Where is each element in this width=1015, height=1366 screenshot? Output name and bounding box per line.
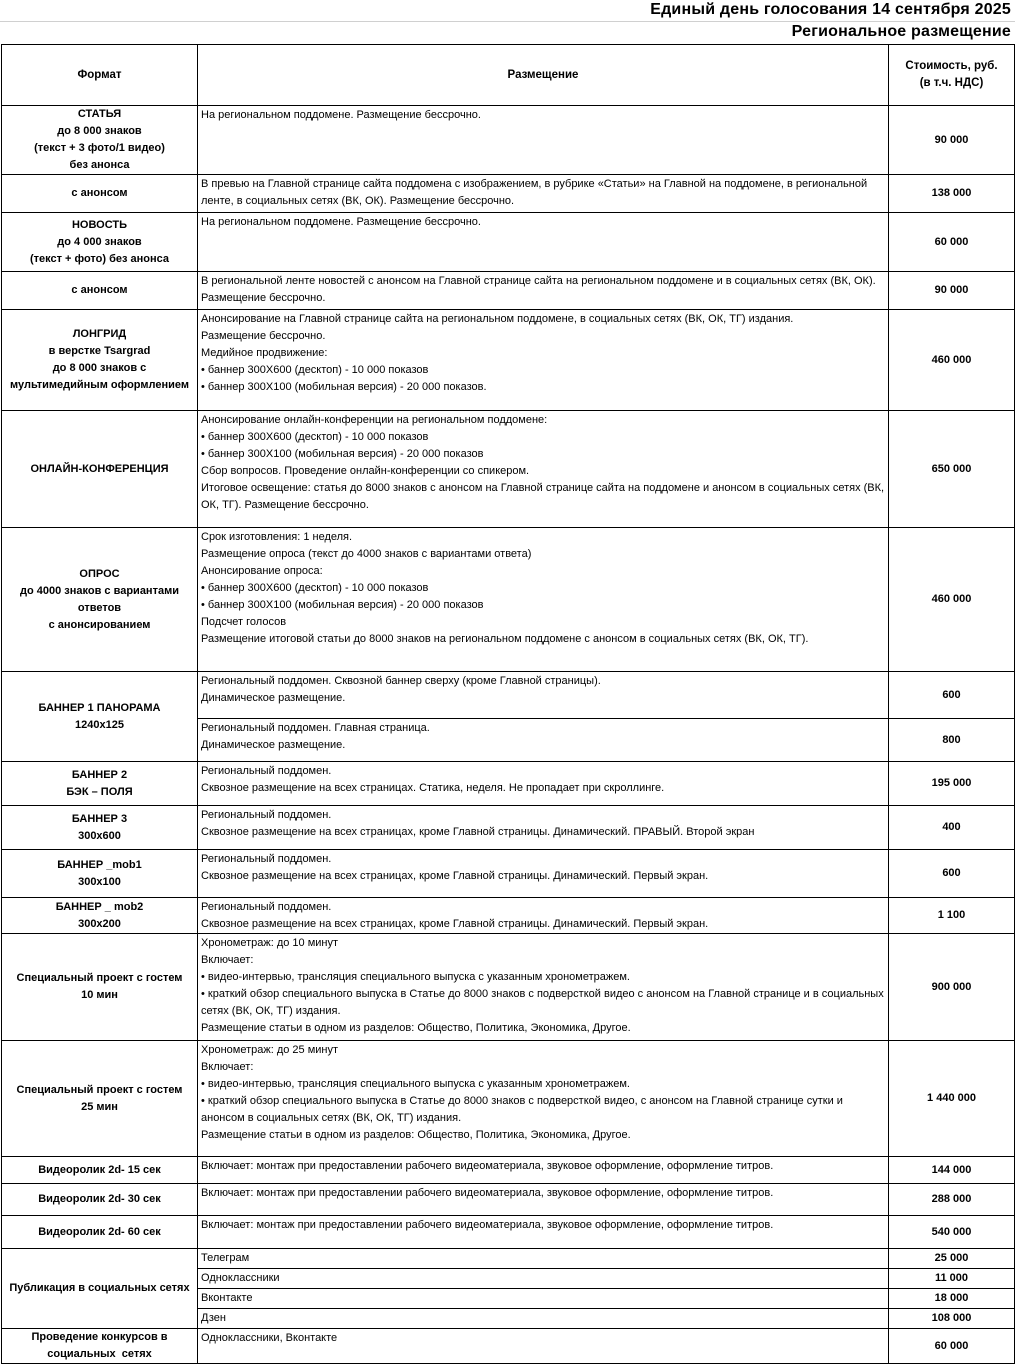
price-cell: 108 000 <box>889 1309 1015 1329</box>
format-cell <box>2 272 198 310</box>
format-line: с анонсом <box>71 284 128 296</box>
placement-line: На региональном поддомене. Размещение бессрочно. <box>201 216 481 228</box>
placement-line: • баннер 300X100 (мобильная версия) - 20 000 показов. <box>201 381 487 393</box>
placement-cell <box>198 528 889 672</box>
placement-cell <box>198 1184 889 1216</box>
format-line: БАННЕР _mob1 <box>57 858 142 871</box>
format-line: Видеоролик 2d- 15 сек <box>38 1163 161 1176</box>
placement-cell <box>198 106 889 175</box>
placement-line: Региональный поддомен. <box>201 853 332 865</box>
table-row <box>2 1184 1015 1216</box>
format-cell <box>2 528 198 672</box>
format-line: НОВОСТЬ <box>71 218 128 231</box>
header-price <box>889 45 1015 106</box>
format-cell <box>2 310 198 411</box>
placement-cell <box>198 1157 889 1184</box>
placement-cell <box>198 1041 889 1157</box>
placement-line: Сквозное размещение на всех страницах, кроме Главной страницы. Динамический. ПРАВЫЙ. Второй экран <box>201 826 755 838</box>
placement-line: Размещение итоговой статьи до 8000 знаков на региональном поддомене с анонсом в социальных сетях (ВК, ОК, ТГ). <box>201 633 809 645</box>
document-subtitle: Региональное размещение <box>791 23 1011 40</box>
placement-line: Региональный поддомен. <box>201 765 332 777</box>
placement-line: • видео-интервью, трансляция специального выпуска с указанным хронометражем. <box>201 971 630 983</box>
format-line: БЭК – ПОЛЯ <box>66 785 133 798</box>
document-subtitle-bar <box>0 22 1015 44</box>
header-format: Формат <box>2 45 198 106</box>
format-cell <box>2 1329 198 1364</box>
format-line: 300x200 <box>78 917 121 930</box>
format-line: 300x600 <box>78 829 121 842</box>
placement-cell <box>198 806 889 850</box>
placement-line: Подсчет голосов <box>201 616 287 628</box>
price-cell: 60 000 <box>889 213 1015 272</box>
placement-line: Анонсирование онлайн-конференции на региональном поддомене: <box>201 414 548 426</box>
format-cell <box>2 411 198 528</box>
format-line: Публикация в социальных сетях <box>9 1282 190 1294</box>
format-line: СТАТЬЯ <box>77 108 122 120</box>
format-line: социальных сетях <box>47 1348 152 1360</box>
format-cell <box>2 934 198 1041</box>
placement-line: Сквозное размещение на всех страницах, кроме Главной страницы. Динамический. Первый экран. <box>201 918 709 930</box>
placement-line: Размещение статьи в одном из разделов: Общество, Политика, Экономика, Другое. <box>201 1129 631 1141</box>
format-line: (текст + 3 фото/1 видео) <box>34 142 165 154</box>
price-cell: 460 000 <box>889 528 1015 672</box>
table-row <box>2 411 1015 528</box>
placement-line: Сквозное размещение на всех страницах, кроме Главной страницы. Динамический. Первый экран. <box>201 870 709 882</box>
format-line: БАННЕР 3 <box>71 812 128 825</box>
placement-cell <box>198 272 889 310</box>
placement-line: В региональной ленте новостей с анонсом на Главной странице сайта на региональном поддомене и в социальных сетях (ВК, ОК). Размещение бессрочно. <box>201 275 879 304</box>
placement-cell <box>198 175 889 213</box>
table-row <box>2 1249 1015 1269</box>
placement-line: Анонсирование на Главной странице сайта на региональном поддомене, в социальных сетях (ВК, ОК, ТГ) издания. <box>201 313 794 325</box>
format-line: БАННЕР 2 <box>71 768 128 781</box>
table-row <box>2 213 1015 272</box>
format-line: БАННЕР _ mob2 <box>55 900 144 913</box>
price-cell: 90 000 <box>889 106 1015 175</box>
placement-cell <box>198 719 889 762</box>
placement-line: • баннер 300X600 (десктоп) - 10 000 показов <box>201 364 429 376</box>
format-line: 25 мин <box>81 1100 118 1113</box>
placement-line: Включает: монтаж при предоставлении рабочего видеоматериала, звуковое оформление, оформление титров. <box>201 1160 774 1172</box>
price-table <box>1 44 1015 1364</box>
placement-line: Итоговое освещение: статья до 8000 знаков с анонсом на Главной странице сайта на поддомене и анонсом в социальных сетях (ВК, ОК, ТГ). Размещение бессрочно. <box>201 482 888 511</box>
placement-line: Вконтакте <box>201 1292 253 1304</box>
placement-cell <box>198 310 889 411</box>
placement-line: • баннер 300X100 (мобильная версия) - 20 000 показов <box>201 448 484 460</box>
placement-cell <box>198 672 889 719</box>
price-cell: 18 000 <box>889 1289 1015 1309</box>
format-line: 10 мин <box>81 989 118 1001</box>
format-line: до 4000 знаков с вариантами <box>20 584 179 597</box>
placement-line: Телеграм <box>201 1252 250 1264</box>
placement-cell <box>198 1249 889 1269</box>
table-row <box>2 762 1015 806</box>
table-row <box>2 528 1015 672</box>
price-cell: 90 000 <box>889 272 1015 310</box>
placement-cell <box>198 1329 889 1364</box>
placement-line: • краткий обзор специального выпуска в Статье до 8000 знаков с подверсткой видео, с анонсом на Главной странице сутки и анонсом в социальных сетях (ВК, ОК, ТГ) издания. <box>201 1095 846 1124</box>
placement-cell <box>198 898 889 934</box>
placement-line: В превью на Главной странице сайта поддомена с изображением, в рубрике «Статьи» на Главной на поддомене, в региональной ленте, в социальных сетях (ВК, ОК). Размещение бессрочно. <box>201 178 871 207</box>
format-cell <box>2 1041 198 1157</box>
placement-line: • баннер 300X100 (мобильная версия) - 20 000 показов <box>201 599 484 611</box>
placement-line: Дзен <box>201 1312 226 1324</box>
placement-cell <box>198 213 889 272</box>
format-line: до 8 000 знаков <box>57 125 142 137</box>
placement-line: Одноклассники, Вконтакте <box>201 1332 338 1344</box>
placement-line: Сквозное размещение на всех страницах. Статика, неделя. Не пропадает при скроллинге. <box>201 782 665 794</box>
format-line: (текст + фото) без анонса <box>29 252 170 265</box>
format-cell <box>2 762 198 806</box>
header-price-line: Стоимость, руб. <box>905 60 998 72</box>
placement-line: Хронометраж: до 25 минут <box>201 1044 339 1056</box>
price-cell: 138 000 <box>889 175 1015 213</box>
table-row <box>2 175 1015 213</box>
placement-line: • баннер 300X600 (десктоп) - 10 000 показов <box>201 431 429 443</box>
format-line: 300x100 <box>78 875 121 888</box>
placement-line: Анонсирование опроса: <box>201 565 323 577</box>
placement-cell <box>198 1289 889 1309</box>
format-cell <box>2 1157 198 1184</box>
placement-line: Динамическое размещение. <box>201 692 346 704</box>
format-cell <box>2 175 198 213</box>
format-cell <box>2 1216 198 1249</box>
document-title-bar <box>0 0 1015 22</box>
format-line: БАННЕР 1 ПАНОРАМА <box>38 701 161 714</box>
table-row <box>2 806 1015 850</box>
price-cell: 540 000 <box>889 1216 1015 1249</box>
placement-line: Динамическое размещение. <box>201 739 346 751</box>
placement-cell <box>198 411 889 528</box>
format-line: Видеоролик 2d- 60 сек <box>38 1225 161 1238</box>
placement-line: На региональном поддомене. Размещение бессрочно. <box>201 109 481 121</box>
format-cell <box>2 1249 198 1329</box>
table-row <box>2 1329 1015 1364</box>
table-row <box>2 850 1015 898</box>
placement-cell <box>198 934 889 1041</box>
price-cell: 650 000 <box>889 411 1015 528</box>
format-line: с анонсом <box>71 187 128 199</box>
format-cell <box>2 672 198 762</box>
format-cell <box>2 850 198 898</box>
price-cell: 11 000 <box>889 1269 1015 1289</box>
placement-cell <box>198 762 889 806</box>
price-cell: 144 000 <box>889 1157 1015 1184</box>
table-row <box>2 272 1015 310</box>
format-cell <box>2 213 198 272</box>
price-cell: 195 000 <box>889 762 1015 806</box>
table-header-row <box>2 45 1015 106</box>
table-row <box>2 898 1015 934</box>
format-line: Специальный проект с гостем <box>16 972 183 984</box>
placement-line: Региональный поддомен. Главная страница. <box>201 722 430 734</box>
format-line: ОПРОС <box>79 567 120 580</box>
placement-line: Включает: <box>201 954 254 966</box>
format-line: Специальный проект с гостем <box>16 1083 183 1096</box>
format-line: Проведение конкурсов в <box>31 1331 168 1343</box>
table-row <box>2 934 1015 1041</box>
format-line: до 4 000 знаков <box>57 235 142 248</box>
header-placement: Размещение <box>198 45 889 106</box>
placement-cell <box>198 1269 889 1289</box>
format-line: мультимедийным оформлением <box>10 379 189 391</box>
format-line: ответов <box>77 601 122 614</box>
placement-cell <box>198 850 889 898</box>
price-cell: 600 <box>889 672 1015 719</box>
placement-line: Срок изготовления: 1 неделя. <box>201 531 353 543</box>
price-cell: 288 000 <box>889 1184 1015 1216</box>
placement-line: Размещение опроса (текст до 4000 знаков с вариантами ответа) <box>201 548 532 560</box>
price-cell: 900 000 <box>889 934 1015 1041</box>
placement-line: Региональный поддомен. Сквозной баннер сверху (кроме Главной страницы). <box>201 675 601 687</box>
format-line: 1240x125 <box>75 718 124 731</box>
price-cell: 600 <box>889 850 1015 898</box>
placement-line: Размещение статьи в одном из разделов: Общество, Политика, Экономика, Другое. <box>201 1022 631 1034</box>
price-cell: 60 000 <box>889 1329 1015 1364</box>
format-cell <box>2 806 198 850</box>
placement-line: Размещение бессрочно. <box>201 330 326 342</box>
placement-line: Включает: <box>201 1061 254 1073</box>
placement-line: Региональный поддомен. <box>201 901 332 913</box>
table-row <box>2 1216 1015 1249</box>
format-line: Видеоролик 2d- 30 сек <box>38 1193 161 1205</box>
format-cell <box>2 898 198 934</box>
placement-line: Сбор вопросов. Проведение онлайн-конференции со спикером. <box>201 465 530 477</box>
placement-cell <box>198 1216 889 1249</box>
format-cell <box>2 1184 198 1216</box>
placement-line: • краткий обзор специального выпуска в Статье до 8000 знаков с подверсткой видео с анонсом на Главной странице и в социальных сетях (ВК, ОК, ТГ) издания. <box>201 988 887 1017</box>
price-cell: 1 100 <box>889 898 1015 934</box>
table-row <box>2 310 1015 411</box>
format-line: без анонса <box>69 159 130 171</box>
format-line: в верстке Tsargrad <box>48 345 151 357</box>
placement-line: Включает: монтаж при предоставлении рабочего видеоматериала, звуковое оформление, оформление титров. <box>201 1187 774 1199</box>
placement-line: • видео-интервью, трансляция специального выпуска с указанным хронометражем. <box>201 1078 630 1090</box>
placement-line: Одноклассники <box>201 1272 280 1284</box>
table-row <box>2 106 1015 175</box>
placement-line: Хронометраж: до 10 минут <box>201 937 339 949</box>
price-cell: 1 440 000 <box>889 1041 1015 1157</box>
price-cell: 800 <box>889 719 1015 762</box>
price-cell: 400 <box>889 806 1015 850</box>
table-row <box>2 672 1015 719</box>
format-line: ОНЛАЙН-КОНФЕРЕНЦИЯ <box>30 462 169 475</box>
table-row <box>2 1041 1015 1157</box>
format-line: ЛОНГРИД <box>72 328 127 340</box>
format-cell <box>2 106 198 175</box>
placement-line: Медийное продвижение: <box>201 347 328 359</box>
placement-line: • баннер 300X600 (десктоп) - 10 000 показов <box>201 582 429 594</box>
price-cell: 460 000 <box>889 310 1015 411</box>
placement-line: Региональный поддомен. <box>201 809 332 821</box>
header-price-line: (в т.ч. НДС) <box>919 77 984 89</box>
format-line: с анонсированием <box>48 618 151 631</box>
document-title: Единый день голосования 14 сентября 2025 <box>650 1 1011 18</box>
placement-line: Включает: монтаж при предоставлении рабочего видеоматериала, звуковое оформление, оформление титров. <box>201 1219 774 1231</box>
table-row <box>2 1157 1015 1184</box>
price-cell: 25 000 <box>889 1249 1015 1269</box>
placement-cell <box>198 1309 889 1329</box>
format-line: до 8 000 знаков с <box>52 362 147 374</box>
